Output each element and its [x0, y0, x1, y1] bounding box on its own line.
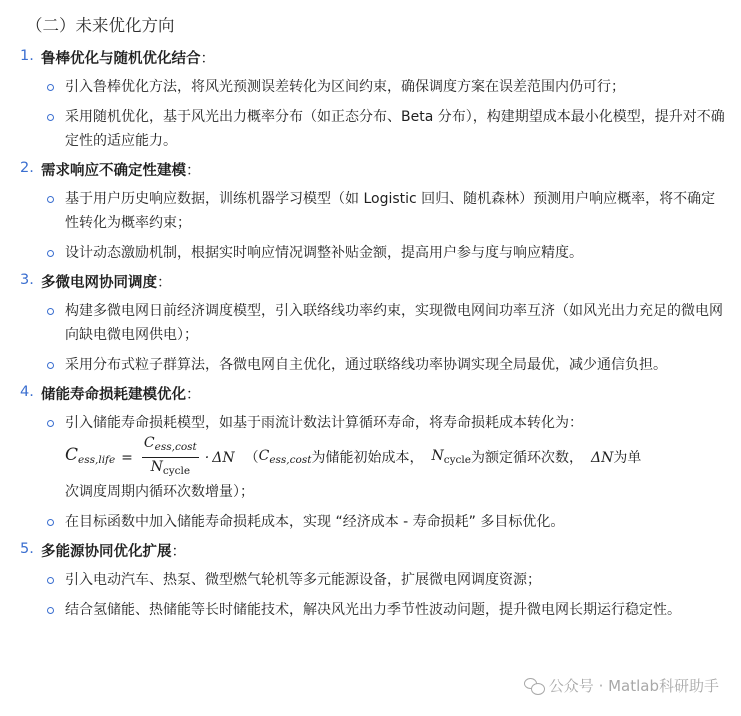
formula-operator: ·: [204, 449, 210, 466]
bullet-icon: [47, 577, 54, 584]
formula-continuation: 次调度周期内循环次数增量）；: [65, 484, 254, 500]
formula-var-cost: $C_{ess,cost}$: [258, 447, 312, 466]
formula-paren: （: [244, 449, 259, 466]
item-title: 多微电网协同调度：: [41, 275, 172, 291]
item-number: 3.: [20, 272, 34, 288]
bullet-icon: [47, 607, 54, 614]
formula-intro: 引入储能寿命损耗模型，如基于雨流计数法计算循环寿命，将寿命损耗成本转化为：: [65, 415, 583, 431]
formula-desc-1: 为储能初始成本，: [311, 449, 424, 466]
formula-fraction: $\frac{C_{ess,cost}}{N_{cycle}}$: [143, 435, 197, 477]
item-title: 多能源协同优化扩展：: [41, 544, 186, 560]
numbered-list: [20, 48, 727, 622]
list-item-4: [20, 384, 727, 534]
formula-desc-3: 为单: [613, 449, 642, 466]
bullet-icon: [47, 250, 54, 257]
sub-list: [41, 75, 727, 153]
sub-item: 引入电动汽车、热泵、微型燃气轮机等多元能源设备，扩展微电网调度资源；: [41, 568, 727, 592]
list-item-3: [20, 272, 727, 377]
sub-item: 基于用户历史响应数据，训练机器学习模型（如 Logistic 回归、随机森林）预测用户响应概率，将不确定性转化为概率约束；: [41, 187, 727, 235]
sub-item: 采用分布式粒子群算法，各微电网自主优化，通过联络线功率协调实现全局最优，减少通信负担。: [41, 353, 727, 377]
bullet-icon: [47, 114, 54, 121]
sub-item: 构建多微电网日前经济调度模型，引入联络线功率约束，实现微电网间功率互济（如风光出力充足的微电网向缺电微电网供电）；: [41, 299, 727, 347]
sub-list: [41, 568, 727, 622]
sub-item: 引入鲁棒优化方法，将风光预测误差转化为区间约束，确保调度方案在误差范围内仍可行；: [41, 75, 727, 99]
bullet-icon: [47, 519, 54, 526]
bullet-icon: [47, 308, 54, 315]
item-title: 储能寿命损耗建模优化：: [41, 387, 201, 403]
formula-var-delta: ΔN: [590, 449, 614, 466]
watermark-text: 公众号 · Matlab科研助手: [548, 677, 719, 695]
wechat-icon: [524, 678, 544, 694]
sub-item: 设计动态激励机制，根据实时响应情况调整补贴金额，提高用户参与度与响应精度。: [41, 241, 727, 265]
sub-item: 在目标函数中加入储能寿命损耗成本，实现 “经济成本 - 寿命损耗” 多目标优化。: [41, 510, 727, 534]
list-item-1: [20, 48, 727, 153]
item-number: 1.: [20, 48, 34, 64]
list-item-5: [20, 541, 727, 622]
formula-line: [65, 435, 727, 480]
item-title: 需求响应不确定性建模：: [41, 163, 201, 179]
formula-lhs: Cess,life: [65, 445, 116, 466]
formula-equals: =: [121, 449, 133, 466]
bullet-icon: [47, 196, 54, 203]
list-item-2: [20, 160, 727, 265]
sub-item-formula: [41, 411, 727, 504]
watermark: [524, 675, 719, 696]
formula-delta: ΔN: [212, 449, 235, 466]
item-number: 2.: [20, 160, 34, 176]
formula-var-cycle: $N_{cycle}$: [431, 447, 471, 466]
bullet-icon: [47, 420, 54, 427]
sub-item: 结合氢储能、热储能等长时储能技术，解决风光出力季节性波动问题，提升微电网长期运行稳定性。: [41, 598, 727, 622]
item-number: 4.: [20, 384, 34, 400]
sub-list: [41, 411, 727, 534]
sub-list: [41, 187, 727, 265]
bullet-icon: [47, 84, 54, 91]
bullet-icon: [47, 362, 54, 369]
item-number: 5.: [20, 541, 34, 557]
sub-item: 采用随机优化，基于风光出力概率分布（如正态分布、Beta 分布），构建期望成本最小化模型，提升对不确定性的适应能力。: [41, 105, 727, 153]
item-title: 鲁棒优化与随机优化结合：: [41, 51, 215, 67]
formula-desc-2: 为额定循环次数，: [470, 449, 583, 466]
sub-list: [41, 299, 727, 377]
section-heading: （二）未来优化方向: [26, 16, 175, 35]
